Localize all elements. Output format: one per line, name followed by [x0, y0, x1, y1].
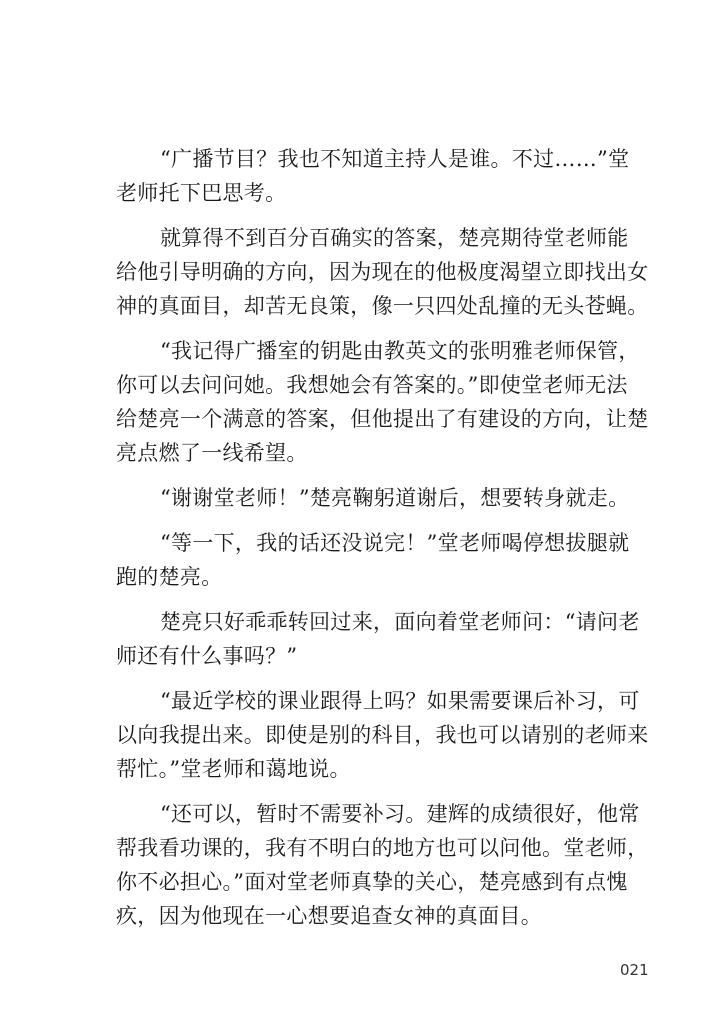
paragraph-7: [116, 684, 649, 786]
text-line: 亮点燃了一线希望。: [116, 441, 308, 465]
text-line: “等一下，我的话还没说完！”堂老师喝停想拔腿就: [160, 531, 630, 555]
text-line: 楚亮只好乖乖转回过来，面向着堂老师问：“请问老: [160, 610, 640, 634]
text-line: 跑的楚亮。: [116, 565, 223, 589]
paragraph-6: [116, 605, 640, 673]
paragraph-2: [116, 221, 649, 323]
body-text: [116, 142, 649, 944]
text-line: 就算得不到百分百确实的答案，楚亮期待堂老师能: [160, 226, 629, 250]
text-line: “最近学校的课业跟得上吗？如果需要课后补习，可: [160, 689, 640, 713]
text-line: “还可以，暂时不需要补习。建辉的成绩很好，他常: [160, 802, 640, 826]
paragraph-3: [116, 334, 649, 470]
text-line: 给他引导明确的方向，因为现在的他极度渴望立即找出女: [116, 260, 649, 284]
text-line: 你不必担心。”面对堂老师真挚的关心，楚亮感到有点愧: [116, 870, 628, 894]
text-line: 给楚亮一个满意的答案，但他提出了有建设的方向，让楚: [116, 407, 649, 431]
paragraph-5: [116, 526, 630, 594]
text-line: 你可以去问问她。我想她会有答案的。”即使堂老师无法: [116, 373, 628, 397]
text-line: “广播节目？我也不知道主持人是谁。不过……”堂: [160, 147, 630, 171]
paragraph-4: [116, 481, 630, 515]
text-line: 师还有什么事吗？”: [116, 644, 298, 668]
text-line: “谢谢堂老师！”楚亮鞠躬道谢后，想要转身就走。: [160, 486, 630, 510]
text-line: 以向我提出来。即使是别的科目，我也可以请别的老师来: [116, 723, 649, 747]
page-number: 021: [620, 961, 649, 979]
text-line: 老师托下巴思考。: [116, 181, 287, 205]
text-line: “我记得广播室的钥匙由教英文的张明雅老师保管，: [160, 339, 640, 363]
text-line: 帮忙。”堂老师和蔼地说。: [116, 757, 351, 781]
paragraph-8: [116, 797, 649, 933]
paragraph-1: [116, 142, 630, 210]
text-line: 疚，因为他现在一心想要追查女神的真面目。: [116, 904, 542, 928]
text-line: 神的真面目，却苦无良策，像一只四处乱撞的无头苍蝇。: [116, 294, 649, 318]
text-line: 帮我看功课的，我有不明白的地方也可以问他。堂老师，: [116, 836, 649, 860]
